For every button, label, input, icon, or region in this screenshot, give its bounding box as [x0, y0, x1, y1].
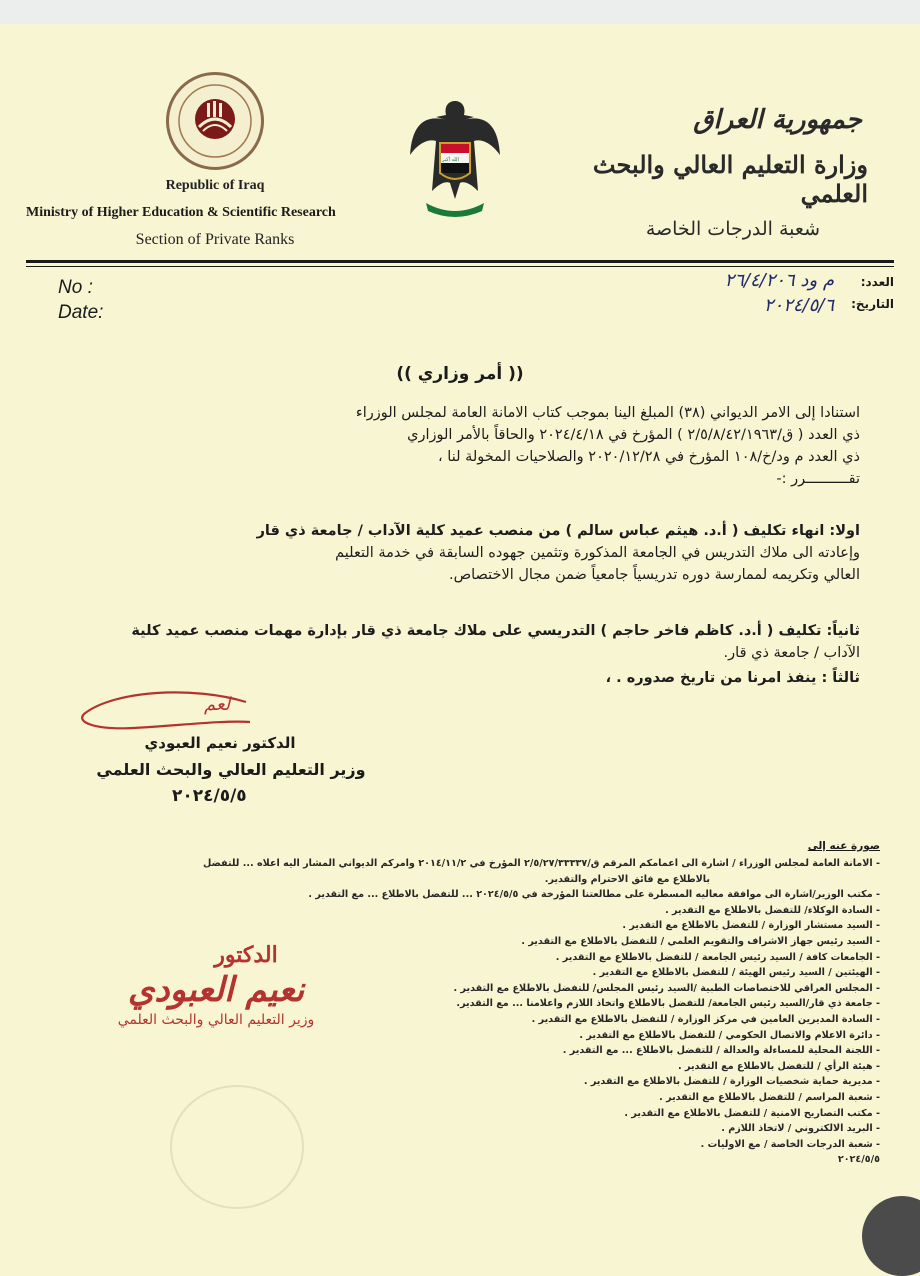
ministry-seal [166, 72, 264, 170]
clause-second [70, 620, 860, 664]
stamp-line-title: الدكتور [214, 942, 278, 968]
clause-line: الآداب / جامعة ذي قار. [723, 645, 860, 661]
stamp-line-role: وزير التعليم العالي والبحث العلمي [117, 1012, 315, 1028]
intro-line: استنادا إلى الامر الديواني (٣٨) المبلغ الينا بموجب كتاب الامانة العامة لمجلس الوزراء [355, 405, 860, 421]
header-en-section: Section of Private Ranks [135, 231, 295, 248]
no-label: No : [58, 277, 93, 298]
signature-date-text: ٢٠٢٤/٥/٥ [172, 786, 247, 806]
cc-item: - السادة الوكلاء/ للتفضل بالاطلاع مع التقدير . [665, 904, 880, 916]
reference-date: ٢٠٢٤/٥/٦ [763, 295, 834, 316]
cc-item: - شعبة المراسم / للتفضل بالاطلاع مع التقدير . [659, 1091, 880, 1103]
cc-item: - الجامعات كافة / السيد رئيس الجامعة / للتفضل بالاطلاع مع التقدير . [555, 951, 880, 963]
cc-item: بالاطلاع مع فائق الاحترام والتقدير. [544, 873, 710, 885]
intro-line: ذي العدد ( ق/٢/٥/٨/٤٢/١٩٦٣ ) المؤرخ في ٢٠٢٤/٤/١٨ والحاقاً بالأمر الوزاري [407, 427, 860, 443]
cc-item: - دائرة الاعلام والاتصال الحكومي / للتفضل بالاطلاع مع التقدير . [579, 1029, 880, 1041]
signer-title: وزير التعليم العالي والبحث العلمي [96, 760, 366, 779]
stamp-line-name: نعيم العبودي [127, 970, 305, 1010]
clause-first [70, 520, 860, 586]
clause-line: ثانياً: تكليف ( أ.د. كاظم فاخر حاجم ) التدريسي على ملاك جامعة ذي قار بإدارة مهمات منصب عميد كلية [131, 623, 860, 639]
header-rule-thin [26, 266, 894, 267]
cc-item: - السادة المديرين العامين في مركز الوزارة / للتفضل بالاطلاع مع التقدير . [531, 1013, 880, 1025]
cc-date: ٢٠٢٤/٥/٥ [837, 1154, 880, 1166]
header-rule-thick [26, 260, 894, 263]
cc-heading: صورة عنه إلى [807, 840, 880, 852]
cc-item: - جامعة ذي قار/السيد رئيس الجامعة/ للتفضل بالاطلاع واتخاذ اللازم واعلامنا ... مع التقدير. [456, 998, 880, 1010]
order-intro [100, 402, 860, 490]
clause-line: اولا: انهاء تكليف ( أ.د. هيثم عباس سالم ) من منصب عميد كلية الآداب / جامعة ذي قار [256, 523, 860, 539]
cc-item: - هيئة الرأي / للتفضل بالاطلاع مع التقدير . [678, 1060, 880, 1072]
cc-item: - مديرية حماية شخصيات الوزارة / للتفضل بالاطلاع مع التقدير . [583, 1076, 880, 1088]
header-ar-country: جمهورية العراق [693, 105, 862, 135]
cc-item: - الامانة العامة لمجلس الوزراء / اشارة الى اعمامكم المرقم ق/٢/٥/٢٧/٣٣٣٣٧ المؤرخ في ٢٠١٤/١١/٢ وامركم الديواني المشار اليه اعلاه ... للتفضل [203, 858, 880, 869]
cc-item: - المجلس العراقي للاختصاصات الطبية /السيد رئيس المجلس/ للتفضل بالاطلاع مع التقدير . [453, 982, 880, 994]
minister-stamp [96, 942, 336, 1062]
cc-item: - شعبة الدرجات الخاصة / مع الاوليات . [700, 1138, 880, 1150]
header-en-ministry: Ministry of Higher Education & Scientific Research [26, 205, 336, 220]
cc-item: - البريد الالكتروني / لاتخاذ اللازم . [721, 1123, 880, 1135]
screenshot-top-bar [0, 0, 920, 24]
header-ar-section: شعبة الدرجات الخاصة [645, 218, 820, 240]
ar-date-label: التاريخ: [851, 297, 894, 311]
seal-emblem-icon [169, 75, 261, 167]
cc-item: - اللجنة المحلية للمساءلة والعدالة / للتفضل بالاطلاع ... مع التقدير . [562, 1045, 880, 1057]
cc-item: - مكتب التصاريح الامنية / للتفضل بالاطلاع مع التقدير . [624, 1107, 880, 1119]
signer-name: الدكتور نعيم العبودي [144, 734, 296, 752]
reference-number: م ود ٢٦/٤/٢٠٦ [724, 270, 834, 291]
header-ar-ministry: وزارة التعليم العالي والبحث العلمي [592, 150, 868, 208]
decision-heading: تقــــــــــرر :- [776, 471, 860, 487]
faint-embossed-seal [170, 1085, 304, 1209]
date-label: Date: [58, 302, 104, 323]
header-en-country: Republic of Iraq [165, 178, 265, 193]
iraq-eagle-emblem [406, 95, 504, 225]
handwritten-signature [74, 680, 254, 740]
signature-scribble: لعم [204, 694, 231, 715]
clause-line: العالي وتكريمه لممارسة دوره تدريسياً جامعياً ضمن مجال الاختصاص. [449, 567, 860, 583]
cc-item: - مكتب الوزير/اشارة الى موافقة معاليه المسطرة على مطالعتنا المؤرخة في ٢٠٢٤/٥/٥ ... للتفضل بالاطلاع ... مع التقدير . [308, 889, 880, 901]
floating-action-circle[interactable] [862, 1196, 920, 1276]
cc-item: - السيد مستشار الوزارة / للتفضل بالاطلاع مع التقدير . [622, 920, 880, 932]
order-title: (( أمر وزاري )) [396, 364, 524, 384]
clause-line: وإعادته الى ملاك التدريس في الجامعة المذكورة وتثمين جهوده السابقة في خدمة التعليم [335, 545, 860, 561]
intro-line: ذي العدد م ود/خ/١٠٨ المؤرخ في ٢٠٢٠/١٢/٢٨ والصلاحيات المخولة لنا ، [438, 449, 860, 465]
emblem-inscription: الله أكبر [442, 157, 459, 163]
cc-item: - الهيئتين / السيد رئيس الهيئة / للتفضل بالاطلاع مع التقدير . [592, 967, 880, 979]
ar-no-label: العدد: [860, 275, 894, 289]
cc-item: - السيد رئيس جهاز الاشراف والتقويم العلمي / للتفضل بالاطلاع مع التقدير . [521, 935, 880, 947]
signature-date [172, 786, 247, 806]
clause-third: ثالثاً : ينفذ امرنا من تاريخ صدوره . ، [605, 670, 860, 686]
